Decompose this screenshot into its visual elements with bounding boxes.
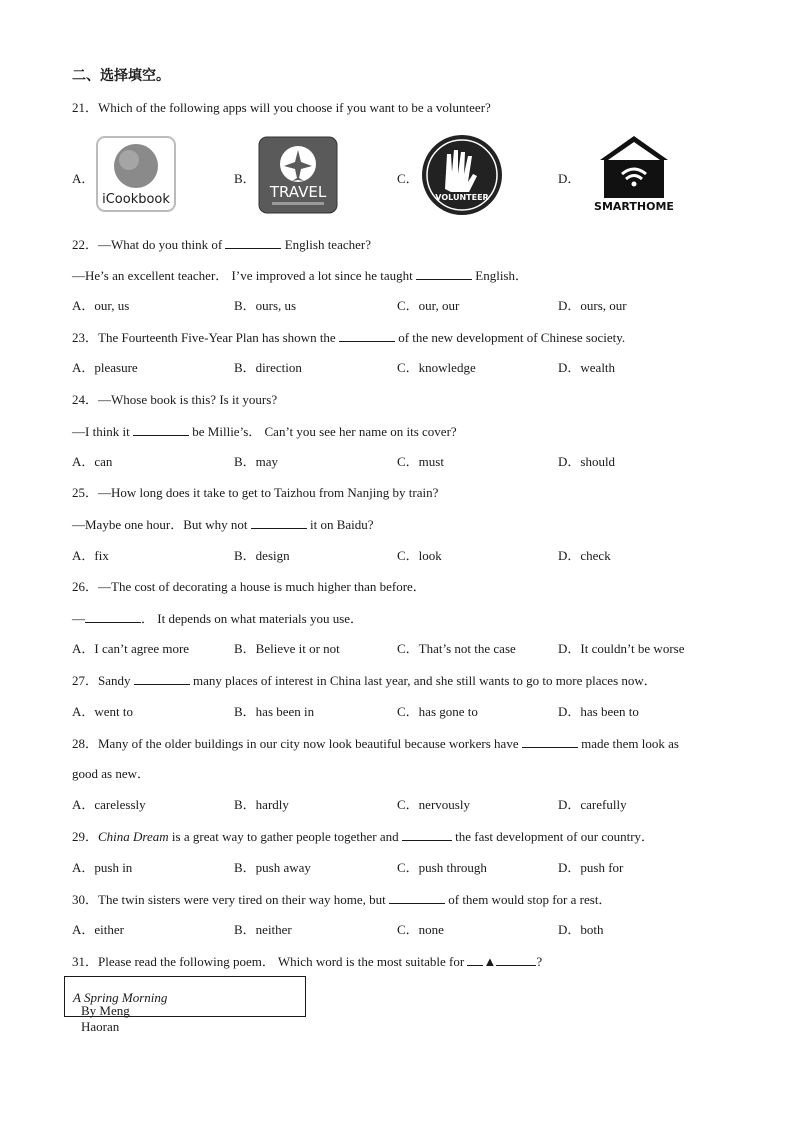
smarthome-app-icon: [594, 134, 674, 214]
text: 27．Sandy: [72, 673, 134, 688]
text: 28．Many of the older buildings in our city now look beautiful because workers have: [72, 736, 522, 751]
text: —I think it: [72, 424, 134, 439]
answer-blank: [389, 891, 445, 904]
option-b: B．design: [234, 548, 290, 563]
question-27: [72, 672, 657, 689]
question-25: 25．—How long does it take to get to Taizhou from Nanjing by train?: [72, 485, 439, 500]
text: English．: [472, 268, 528, 283]
option-a: A．push in: [72, 860, 133, 875]
answer-blank: [133, 423, 189, 436]
question-28-continued: good as new．: [72, 766, 150, 781]
option-c: C．That’s not the case: [397, 641, 516, 656]
option-c: C．knowledge: [397, 360, 476, 375]
option-a: A．went to: [72, 704, 134, 719]
answer-blank: [134, 672, 190, 685]
answer-blank: [416, 267, 472, 280]
option-d: D．check: [558, 548, 611, 563]
option-b: B．push away: [234, 860, 311, 875]
answer-blank: [85, 610, 141, 623]
option-b: B．may: [234, 454, 279, 469]
question-26-response: [72, 610, 363, 627]
poem-author: By Meng Haoran: [81, 1003, 130, 1034]
question-28: [72, 735, 679, 752]
travel-app-icon: [258, 136, 338, 214]
answer-blank: [402, 828, 452, 841]
option-b: B．neither: [234, 922, 292, 937]
option-a: A．I can’t agree more: [72, 641, 190, 656]
text: 23．The Fourteenth Five-Year Plan has shown the: [72, 330, 339, 345]
option-d: D．should: [558, 454, 616, 469]
option-label: B．: [234, 171, 256, 186]
option-a: A．either: [72, 922, 124, 937]
option-d: D．push for: [558, 860, 624, 875]
option-b: B．Believe it or not: [234, 641, 340, 656]
text: English teacher?: [281, 237, 371, 252]
answer-blank: [496, 953, 536, 966]
volunteer-app-icon: [421, 134, 503, 216]
question-25-response: [72, 516, 374, 533]
text: of the new development of Chinese society.: [394, 330, 626, 345]
poem-box: [64, 976, 306, 1034]
text: —He’s an excellent teacher． I’ve improved a lot since he taught: [72, 268, 417, 283]
option-c: C．push through: [397, 860, 487, 875]
text: many places of interest in China last year, and she still wants to go to more places now．: [189, 673, 657, 688]
question-29: [72, 828, 654, 845]
text: the fast development of our country．: [451, 829, 655, 844]
option-d: D．ours, our: [558, 298, 627, 313]
poem-title: A Spring Morning: [73, 990, 168, 1005]
text: is a great way to gather people together and: [168, 829, 402, 844]
question-22-response: [72, 267, 528, 284]
option-a: A．can: [72, 454, 113, 469]
question-22: [72, 236, 371, 253]
answer-blank: [251, 516, 307, 529]
option-b: B．hardly: [234, 797, 289, 812]
option-a: A．carelessly: [72, 797, 146, 812]
section-heading: 二、选择填空。: [72, 68, 170, 84]
text: ． It depends on what materials you use．: [141, 611, 364, 626]
answer-blank: [522, 735, 578, 748]
triangle-marker: ▲: [483, 954, 497, 969]
text: 30．The twin sisters were very tired on their way home, but: [72, 892, 389, 907]
option-a: A．pleasure: [72, 360, 138, 375]
text: —Maybe one hour．But why not: [72, 517, 251, 532]
option-label: D．: [558, 171, 581, 186]
text: 22．—What do you think of: [72, 237, 226, 252]
option-b: B．ours, us: [234, 298, 297, 313]
option-c: C．must: [397, 454, 444, 469]
icookbook-app-icon: [96, 136, 176, 212]
option-d: D．both: [558, 922, 604, 937]
question-26: 26．—The cost of decorating a house is much higher than before．: [72, 579, 426, 594]
text: of them would stop for a rest．: [444, 892, 612, 907]
text: 31．Please read the following poem． Which word is the most suitable for: [72, 954, 468, 969]
option-c: C．nervously: [397, 797, 470, 812]
answer-blank: [225, 236, 281, 249]
option-d: D．has been to: [558, 704, 639, 719]
question-24-response: [72, 423, 457, 440]
option-b: B．has been in: [234, 704, 315, 719]
app-name: SMARTHOME: [594, 200, 674, 213]
answer-blank: [467, 953, 483, 966]
text: made them look as: [577, 736, 679, 751]
text: —: [72, 611, 85, 626]
option-d: D．It couldn’t be worse: [558, 641, 685, 656]
option-c: C．has gone to: [397, 704, 478, 719]
text: ?: [536, 954, 543, 969]
option-b: B．direction: [234, 360, 302, 375]
app-name: TRAVEL: [269, 183, 327, 201]
app-name: iCookbook: [102, 192, 170, 207]
option-label: A．: [72, 171, 95, 186]
text: be Millie’s． Can’t you see her name on its cover?: [189, 424, 457, 439]
option-d: D．wealth: [558, 360, 616, 375]
italic-title: China Dream: [98, 829, 169, 844]
option-a: A．our, us: [72, 298, 130, 313]
poem-heading: [73, 990, 168, 1034]
option-c: C．our, our: [397, 298, 460, 313]
question-21: 21．Which of the following apps will you choose if you want to be a volunteer?: [72, 100, 491, 115]
question-24: 24．—Whose book is this? Is it yours?: [72, 392, 278, 407]
option-d: D．carefully: [558, 797, 627, 812]
q21-options: [72, 136, 732, 216]
option-c: C．none: [397, 922, 444, 937]
option-label: C．: [397, 171, 419, 186]
answer-blank: [339, 329, 395, 342]
question-30: [72, 891, 611, 908]
option-c: C．look: [397, 548, 442, 563]
text: it on Baidu?: [306, 517, 374, 532]
question-31: [72, 953, 542, 970]
question-23: [72, 329, 625, 346]
option-a: A．fix: [72, 548, 109, 563]
app-name: VOLUNTEER: [435, 193, 489, 202]
text: 29．: [72, 829, 99, 844]
